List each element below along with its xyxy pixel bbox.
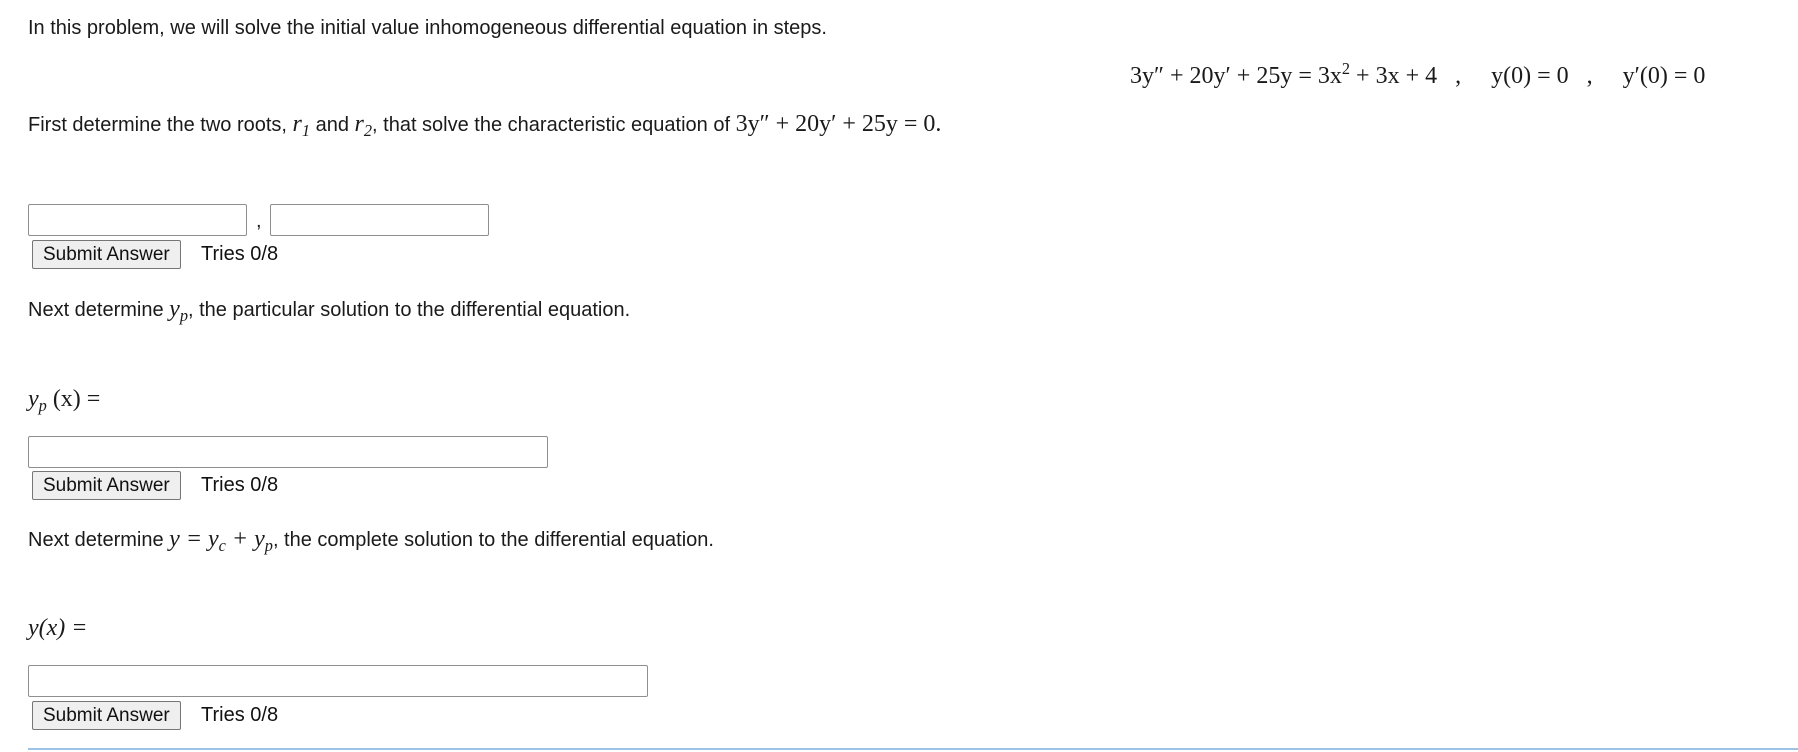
step1-prompt <box>28 111 941 138</box>
equation-separator-1: , <box>1455 63 1462 89</box>
complete-solution-input[interactable] <box>28 665 648 697</box>
root-r2-input[interactable] <box>270 204 489 236</box>
equation-lhs: 3y″ + 20y′ + 25y <box>1130 63 1293 89</box>
step1-root-r1: $r_1$ <box>292 111 311 140</box>
roots-comma: , <box>256 210 262 232</box>
initial-condition-2: y′(0) = 0 <box>1622 63 1706 89</box>
step1-characteristic-equation: 3y″ + 20y′ + 25y = 0. <box>735 111 942 137</box>
step2-submit-button[interactable]: Submit Answer <box>32 471 181 500</box>
step3-prompt-a: Next determine <box>28 529 170 551</box>
step1-prompt-b: , that solve the characteristic equation of <box>372 114 736 136</box>
step1-root-r2: $r_2$ <box>354 111 373 140</box>
step2-prompt-b: , the particular solution to the differential equation. <box>187 299 631 321</box>
step3-prompt-b: , the complete solution to the differential equation. <box>272 529 714 551</box>
step1-tries-counter: Tries 0/8 <box>201 243 279 265</box>
step3-prompt <box>28 526 714 553</box>
step2-prompt <box>28 296 630 323</box>
particular-solution-input[interactable] <box>28 436 548 468</box>
step3-submit-button[interactable]: Submit Answer <box>32 701 181 730</box>
step1-prompt-a: First determine the two roots, <box>28 114 293 136</box>
initial-condition-1: y(0) = 0 <box>1491 63 1569 89</box>
step2-answer-label: $y_p$ (x) = <box>28 386 101 415</box>
section-divider <box>28 748 1798 750</box>
equation-separator-2: , <box>1586 63 1593 89</box>
equation-rhs-a: 3x <box>1317 63 1342 89</box>
step2-prompt-a: Next determine <box>28 299 170 321</box>
step1-and: and <box>310 114 355 136</box>
step3-tries-counter: Tries 0/8 <box>201 704 279 726</box>
root-r1-input[interactable] <box>28 204 247 236</box>
step3-answer-label: y(x) = <box>28 615 88 641</box>
equation-rhs-exponent: 2 <box>1341 59 1351 79</box>
step1-submit-button[interactable]: Submit Answer <box>32 240 181 269</box>
main-equation <box>1130 59 1706 90</box>
equation-rhs-b: + 3x + 4 <box>1350 63 1438 89</box>
problem-intro: In this problem, we will solve the initial value inhomogeneous differential equation in steps. <box>28 17 827 39</box>
step2-yp-symbol: $y_p$ <box>169 296 188 325</box>
equation-equals: = <box>1298 63 1312 89</box>
step3-solution-formula: $y = y_c + y_p$ <box>169 526 273 555</box>
step2-tries-counter: Tries 0/8 <box>201 474 279 496</box>
